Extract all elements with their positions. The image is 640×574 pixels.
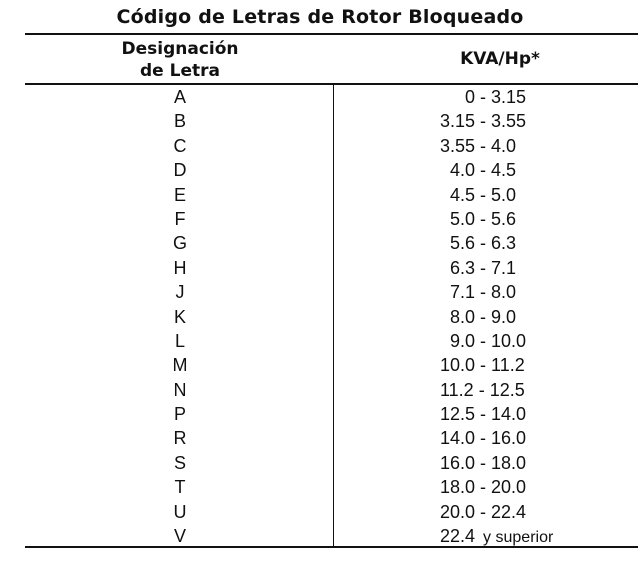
table-row [0, 231, 640, 255]
header-letter-designation [60, 38, 300, 82]
row-kva-range [440, 183, 610, 207]
table-row [0, 402, 640, 426]
row-letter-code: T [174, 477, 186, 498]
row-letter-code: R [173, 428, 187, 449]
table-body [0, 85, 640, 548]
row-kva-value: 0 - 3.15 [440, 87, 527, 107]
row-kva-value: 4.0 - 4.5 [440, 160, 517, 181]
row-kva-value: 22.4 [440, 526, 476, 547]
row-letter-code: S [173, 452, 186, 473]
row-kva-range [440, 378, 610, 402]
row-kva-range [440, 85, 610, 109]
row-kva-value: 3.15 - 3.55 [440, 111, 527, 132]
row-kva-range [440, 426, 610, 450]
row-letter-code: N [173, 379, 187, 400]
table-row [0, 500, 640, 524]
row-letter-code: G [172, 233, 187, 254]
row-kva-value: 18.0 - 20.0 [440, 477, 527, 498]
row-kva-range [440, 158, 610, 182]
table-row [0, 451, 640, 475]
row-kva-value: 5.0 - 5.6 [440, 208, 517, 229]
table-row [0, 426, 640, 450]
row-letter-code: F [174, 208, 186, 229]
row-kva-value: 8.0 - 9.0 [440, 306, 517, 327]
row-letter-code: D [173, 160, 187, 181]
table-row [0, 134, 640, 158]
table-row [0, 353, 640, 377]
row-kva-value: 9.0 - 10.0 [440, 330, 527, 351]
table-row [0, 475, 640, 499]
row-kva-range [440, 256, 610, 280]
row-letter-code: P [173, 404, 186, 425]
table-row [0, 256, 640, 280]
header-letter-line1: Designación [121, 39, 239, 59]
table-row [0, 109, 640, 133]
row-letter-code: B [173, 111, 186, 132]
table-row [0, 329, 640, 353]
table-row [0, 183, 640, 207]
row-kva-range [440, 231, 610, 255]
row-kva-value: 5.6 - 6.3 [440, 233, 517, 254]
table-title: Código de Letras de Rotor Bloqueado [116, 6, 524, 28]
header-letter-line2: de Letra [140, 61, 220, 81]
row-letter-code: K [173, 306, 186, 327]
table-row [0, 207, 640, 231]
row-kva-range [440, 402, 610, 426]
row-kva-value: 7.1 - 8.0 [440, 282, 517, 303]
row-letter-code: J [175, 282, 185, 303]
bottom-rule [25, 546, 638, 548]
row-kva-range [440, 329, 610, 353]
row-letter-code: E [173, 184, 186, 205]
row-letter-code: U [173, 501, 187, 522]
row-kva-range [440, 280, 610, 304]
row-kva-value: 10.0 - 11.2 [440, 355, 525, 376]
row-letter-code: V [173, 526, 186, 547]
row-letter-code: A [173, 87, 186, 107]
row-kva-range [440, 207, 610, 231]
row-kva-value: 16.0 - 18.0 [440, 452, 527, 473]
row-letter-code: M [172, 355, 188, 376]
row-kva-range [440, 305, 610, 329]
row-kva-value: 12.5 - 14.0 [440, 404, 527, 425]
table-row [0, 85, 640, 109]
row-kva-range [440, 109, 610, 133]
table-row [0, 378, 640, 402]
row-letter-code: C [173, 135, 187, 156]
table-row [0, 524, 640, 548]
row-kva-value: 4.5 - 5.0 [440, 184, 517, 205]
table-row [0, 305, 640, 329]
header-kva-hp: KVA/Hp* [460, 49, 540, 69]
row-kva-range [440, 353, 610, 377]
row-kva-range [440, 475, 610, 499]
row-kva-value: 20.0 - 22.4 [440, 501, 527, 522]
row-kva-value: 6.3 - 7.1 [440, 257, 517, 278]
row-kva-value: 3.55 - 4.0 [440, 135, 517, 156]
row-letter-code: L [174, 330, 185, 351]
table-row [0, 280, 640, 304]
row-kva-value: 14.0 - 16.0 [440, 428, 527, 449]
row-kva-range [440, 451, 610, 475]
top-rule [25, 33, 638, 35]
table-row [0, 158, 640, 182]
row-kva-range [440, 134, 610, 158]
row-kva-range [440, 500, 610, 524]
row-kva-suffix: y superior [483, 529, 554, 547]
row-letter-code: H [173, 257, 187, 278]
row-kva-value: 11.2 - 12.5 [440, 379, 525, 400]
